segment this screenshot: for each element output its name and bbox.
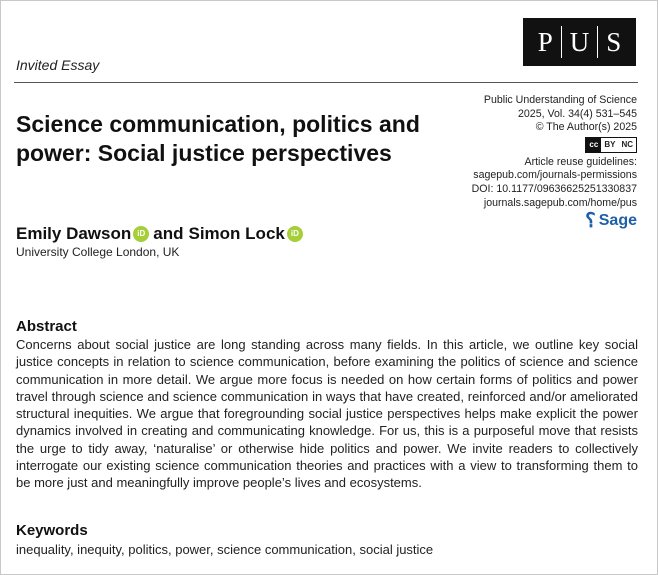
journal-link[interactable]: journals.sagepub.com/home/pus bbox=[483, 196, 637, 209]
logo-letter-u: U bbox=[569, 26, 590, 57]
copyright: © The Author(s) 2025 bbox=[535, 121, 637, 134]
abstract-heading: Abstract bbox=[16, 318, 77, 335]
author-name[interactable]: Emily Dawson bbox=[16, 224, 132, 243]
orcid-icon[interactable]: iD bbox=[287, 226, 303, 242]
reuse-label: Article reuse guidelines: bbox=[524, 155, 637, 168]
abstract-text: Concerns about social justice are long standing across many fields. In this article, we outline key social justice concepts in relation to science communication, before examining the politics of science and science communication in more detail. We argue more focus is needed on how certain forms of politics and power travel through science and science communication in ways that have created, reinforced and/or ameliorated structural inequities. We argue that foregrounding social justice perspectives helps make explicit the power dynamics involved in creating and communicating knowledge. For us, this is a purposeful move that resists the urge to tidy away, ‘naturalise’ or otherwise hide politics and power. We invite readers to collectively interrogate our existing science communication theories and practices with a view to transforming them to be more just and meaningfully improve people’s lives and ecosystems. bbox=[16, 337, 638, 491]
sage-icon: ⸮ bbox=[585, 210, 596, 232]
doi[interactable]: DOI: 10.1177/09636625251330837 bbox=[471, 182, 637, 195]
orcid-icon[interactable]: iD bbox=[133, 226, 149, 242]
logo-letter-p: P bbox=[537, 26, 553, 57]
cc-icon: cc bbox=[586, 138, 601, 152]
logo-letter-s: S bbox=[606, 26, 622, 57]
keywords-heading: Keywords bbox=[16, 522, 88, 539]
author-connector: and bbox=[153, 224, 184, 243]
nc-icon: NC bbox=[621, 139, 633, 149]
article-title: Science communication, politics and power: Social justice perspectives bbox=[16, 111, 420, 166]
reuse-link[interactable]: sagepub.com/journals-permissions bbox=[473, 169, 637, 182]
essay-type: Invited Essay bbox=[16, 57, 100, 73]
journal-name: Public Understanding of Science bbox=[483, 94, 637, 106]
journal-logo bbox=[523, 18, 636, 66]
keywords-text: inequality, inequity, politics, power, science communication, social justice bbox=[16, 542, 434, 557]
author-list bbox=[16, 224, 307, 244]
header-rule bbox=[14, 82, 638, 83]
author-name[interactable]: Simon Lock bbox=[188, 224, 285, 243]
publisher-name: Sage bbox=[598, 212, 637, 229]
cc-license-badge[interactable] bbox=[585, 137, 637, 153]
article-meta bbox=[472, 94, 637, 210]
by-icon: BY bbox=[604, 139, 616, 149]
affiliation: University College London, UK bbox=[16, 245, 180, 259]
journal-volume: 2025, Vol. 34(4) 531–545 bbox=[518, 107, 637, 120]
publisher-logo bbox=[585, 212, 637, 230]
